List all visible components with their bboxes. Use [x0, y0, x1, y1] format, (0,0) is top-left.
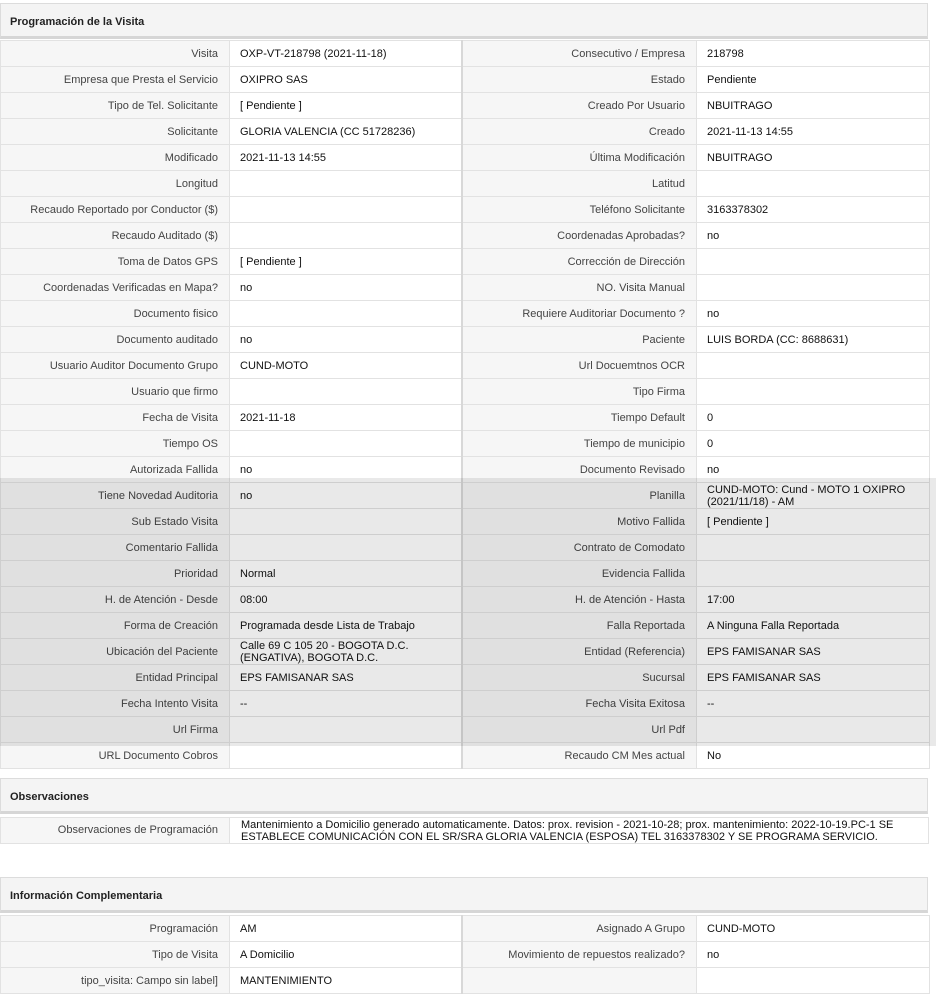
section-title: Programación de la Visita	[10, 16, 145, 28]
field-label: H. de Atención - Desde	[1, 587, 230, 613]
field-label: Corrección de Dirección	[462, 249, 697, 275]
field-value: EPS FAMISANAR SAS	[697, 665, 930, 691]
field-value: EPS FAMISANAR SAS	[230, 665, 462, 691]
field-value: OXP-VT-218798 (2021-11-18)	[230, 41, 462, 67]
detail-row	[1, 561, 930, 587]
field-value	[697, 353, 930, 379]
field-label: Coordenadas Verificadas en Mapa?	[1, 275, 230, 301]
detail-row	[1, 639, 930, 665]
observaciones-row	[0, 817, 929, 844]
field-value	[697, 717, 930, 743]
field-label: Paciente	[462, 327, 697, 353]
detail-row	[1, 301, 930, 327]
field-value	[697, 968, 930, 994]
field-label: Entidad (Referencia)	[462, 639, 697, 665]
field-label: Estado	[462, 67, 697, 93]
field-value: 218798	[697, 41, 930, 67]
detail-row	[1, 916, 930, 942]
field-label: Visita	[1, 41, 230, 67]
section-header-observaciones	[0, 778, 928, 814]
field-label: Recaudo Auditado ($)	[1, 223, 230, 249]
detail-row	[1, 197, 930, 223]
field-value	[230, 535, 462, 561]
field-value: No	[697, 743, 930, 769]
field-label: Programación	[1, 916, 230, 942]
detail-row	[1, 145, 930, 171]
field-label: NO. Visita Manual	[462, 275, 697, 301]
field-value: A Domicilio	[230, 942, 462, 968]
field-value	[230, 431, 462, 457]
field-label: tipo_visita: Campo sin label]	[1, 968, 230, 994]
field-label: Fecha de Visita	[1, 405, 230, 431]
field-label: Observaciones de Programación	[1, 818, 230, 843]
field-value: --	[697, 691, 930, 717]
detail-row	[1, 223, 930, 249]
field-value: CUND-MOTO: Cund - MOTO 1 OXIPRO (2021/11/18) - AM	[697, 483, 930, 509]
field-label: Tiempo Default	[462, 405, 697, 431]
detail-row	[1, 327, 930, 353]
visit-details-table	[0, 40, 930, 769]
field-value: OXIPRO SAS	[230, 67, 462, 93]
detail-row	[1, 41, 930, 67]
field-value: 2021-11-13 14:55	[230, 145, 462, 171]
field-value: 17:00	[697, 587, 930, 613]
detail-row	[1, 535, 930, 561]
field-label: Motivo Fallida	[462, 509, 697, 535]
field-value: Normal	[230, 561, 462, 587]
field-label: H. de Atención - Hasta	[462, 587, 697, 613]
detail-row	[1, 942, 930, 968]
field-label: Ubicación del Paciente	[1, 639, 230, 665]
field-value	[230, 379, 462, 405]
field-label: Autorizada Fallida	[1, 457, 230, 483]
field-value: no	[230, 275, 462, 301]
field-label: Sub Estado Visita	[1, 509, 230, 535]
field-label: Falla Reportada	[462, 613, 697, 639]
field-value: LUIS BORDA (CC: 8688631)	[697, 327, 930, 353]
field-label: Tiene Novedad Auditoria	[1, 483, 230, 509]
section-header-programacion	[0, 3, 928, 39]
detail-row	[1, 743, 930, 769]
field-label: Entidad Principal	[1, 665, 230, 691]
detail-row	[1, 93, 930, 119]
field-label: Última Modificación	[462, 145, 697, 171]
detail-row	[1, 379, 930, 405]
field-label: Longitud	[1, 171, 230, 197]
field-label: Creado Por Usuario	[462, 93, 697, 119]
field-label: URL Documento Cobros	[1, 743, 230, 769]
field-label: Tipo de Tel. Solicitante	[1, 93, 230, 119]
field-label: Empresa que Presta el Servicio	[1, 67, 230, 93]
field-label: Coordenadas Aprobadas?	[462, 223, 697, 249]
field-label: Recaudo Reportado por Conductor ($)	[1, 197, 230, 223]
field-label: Fecha Visita Exitosa	[462, 691, 697, 717]
field-label: Url Firma	[1, 717, 230, 743]
field-value: 2021-11-18	[230, 405, 462, 431]
field-value: EPS FAMISANAR SAS	[697, 639, 930, 665]
field-value	[230, 223, 462, 249]
field-value: 0	[697, 431, 930, 457]
field-value	[697, 171, 930, 197]
field-label: Tiempo de municipio	[462, 431, 697, 457]
field-label: Usuario que firmo	[1, 379, 230, 405]
field-value: Calle 69 C 105 20 - BOGOTA D.C. (ENGATIVA), BOGOTA D.C.	[230, 639, 462, 665]
detail-row	[1, 483, 930, 509]
field-value: NBUITRAGO	[697, 93, 930, 119]
field-label: Tipo Firma	[462, 379, 697, 405]
field-label: Toma de Datos GPS	[1, 249, 230, 275]
field-value	[697, 275, 930, 301]
detail-row	[1, 431, 930, 457]
detail-row	[1, 968, 930, 994]
field-label: Usuario Auditor Documento Grupo	[1, 353, 230, 379]
field-value: no	[697, 457, 930, 483]
detail-row	[1, 353, 930, 379]
field-value	[697, 535, 930, 561]
field-value: no	[230, 483, 462, 509]
field-label: Planilla	[462, 483, 697, 509]
field-value	[230, 301, 462, 327]
detail-row	[1, 171, 930, 197]
field-label: Documento Revisado	[462, 457, 697, 483]
detail-row	[1, 457, 930, 483]
field-label: Prioridad	[1, 561, 230, 587]
field-value: no	[697, 301, 930, 327]
detail-row	[1, 405, 930, 431]
field-label: Tipo de Visita	[1, 942, 230, 968]
field-label: Comentario Fallida	[1, 535, 230, 561]
detail-row	[1, 275, 930, 301]
detail-row	[1, 67, 930, 93]
field-label: Forma de Creación	[1, 613, 230, 639]
field-value	[697, 249, 930, 275]
field-value: GLORIA VALENCIA (CC 51728236)	[230, 119, 462, 145]
field-label: Contrato de Comodato	[462, 535, 697, 561]
section-title: Información Complementaria	[10, 890, 163, 902]
field-label: Documento auditado	[1, 327, 230, 353]
field-value	[697, 379, 930, 405]
field-value: CUND-MOTO	[230, 353, 462, 379]
field-value: AM	[230, 916, 462, 942]
field-label: Tiempo OS	[1, 431, 230, 457]
field-value: [ Pendiente ]	[230, 93, 462, 119]
field-label: Asignado A Grupo	[462, 916, 697, 942]
field-value	[230, 197, 462, 223]
field-value: MANTENIMIENTO	[230, 968, 462, 994]
field-label: Solicitante	[1, 119, 230, 145]
field-label: Recaudo CM Mes actual	[462, 743, 697, 769]
field-value: [ Pendiente ]	[230, 249, 462, 275]
field-value: Programada desde Lista de Trabajo	[230, 613, 462, 639]
detail-row	[1, 691, 930, 717]
field-label: Fecha Intento Visita	[1, 691, 230, 717]
field-value: --	[230, 691, 462, 717]
field-label: Creado	[462, 119, 697, 145]
field-value: [ Pendiente ]	[697, 509, 930, 535]
section-title: Observaciones	[10, 791, 89, 803]
field-value	[230, 743, 462, 769]
field-value: no	[230, 327, 462, 353]
field-value: A Ninguna Falla Reportada	[697, 613, 930, 639]
field-value: no	[230, 457, 462, 483]
field-value	[230, 509, 462, 535]
field-value: CUND-MOTO	[697, 916, 930, 942]
field-value	[697, 561, 930, 587]
detail-row	[1, 119, 930, 145]
field-label: Url Docuemtnos OCR	[462, 353, 697, 379]
field-label: Sucursal	[462, 665, 697, 691]
field-label	[462, 968, 697, 994]
field-label: Requiere Auditoriar Documento ?	[462, 301, 697, 327]
detail-row	[1, 613, 930, 639]
detail-row	[1, 587, 930, 613]
field-label: Consecutivo / Empresa	[462, 41, 697, 67]
field-label: Latitud	[462, 171, 697, 197]
field-value: no	[697, 942, 930, 968]
field-value: 3163378302	[697, 197, 930, 223]
detail-row	[1, 665, 930, 691]
complementary-info-table	[0, 915, 930, 994]
field-value: 08:00	[230, 587, 462, 613]
field-label: Modificado	[1, 145, 230, 171]
field-label: Url Pdf	[462, 717, 697, 743]
field-value: 0	[697, 405, 930, 431]
detail-row	[1, 249, 930, 275]
field-value: NBUITRAGO	[697, 145, 930, 171]
field-label: Evidencia Fallida	[462, 561, 697, 587]
field-value: no	[697, 223, 930, 249]
field-value: Mantenimiento a Domicilio generado automaticamente. Datos: prox. revision - 2021-10-28; prox. mantenimiento: 2022-10-19.PC-1 SE ESTABLECE COMUNICACIÓN CON EL SR/SRA GLORIA VALENCIA (ESPOSA) TEL 3163378302 Y SE PROGRAMA SERVICIO.	[241, 819, 894, 843]
field-label: Teléfono Solicitante	[462, 197, 697, 223]
detail-row	[1, 509, 930, 535]
field-value	[230, 717, 462, 743]
field-label: Documento fisico	[1, 301, 230, 327]
field-value: 2021-11-13 14:55	[697, 119, 930, 145]
field-label: Movimiento de repuestos realizado?	[462, 942, 697, 968]
field-value	[230, 171, 462, 197]
section-header-complementaria	[0, 877, 928, 913]
field-value: Pendiente	[697, 67, 930, 93]
detail-row	[1, 717, 930, 743]
